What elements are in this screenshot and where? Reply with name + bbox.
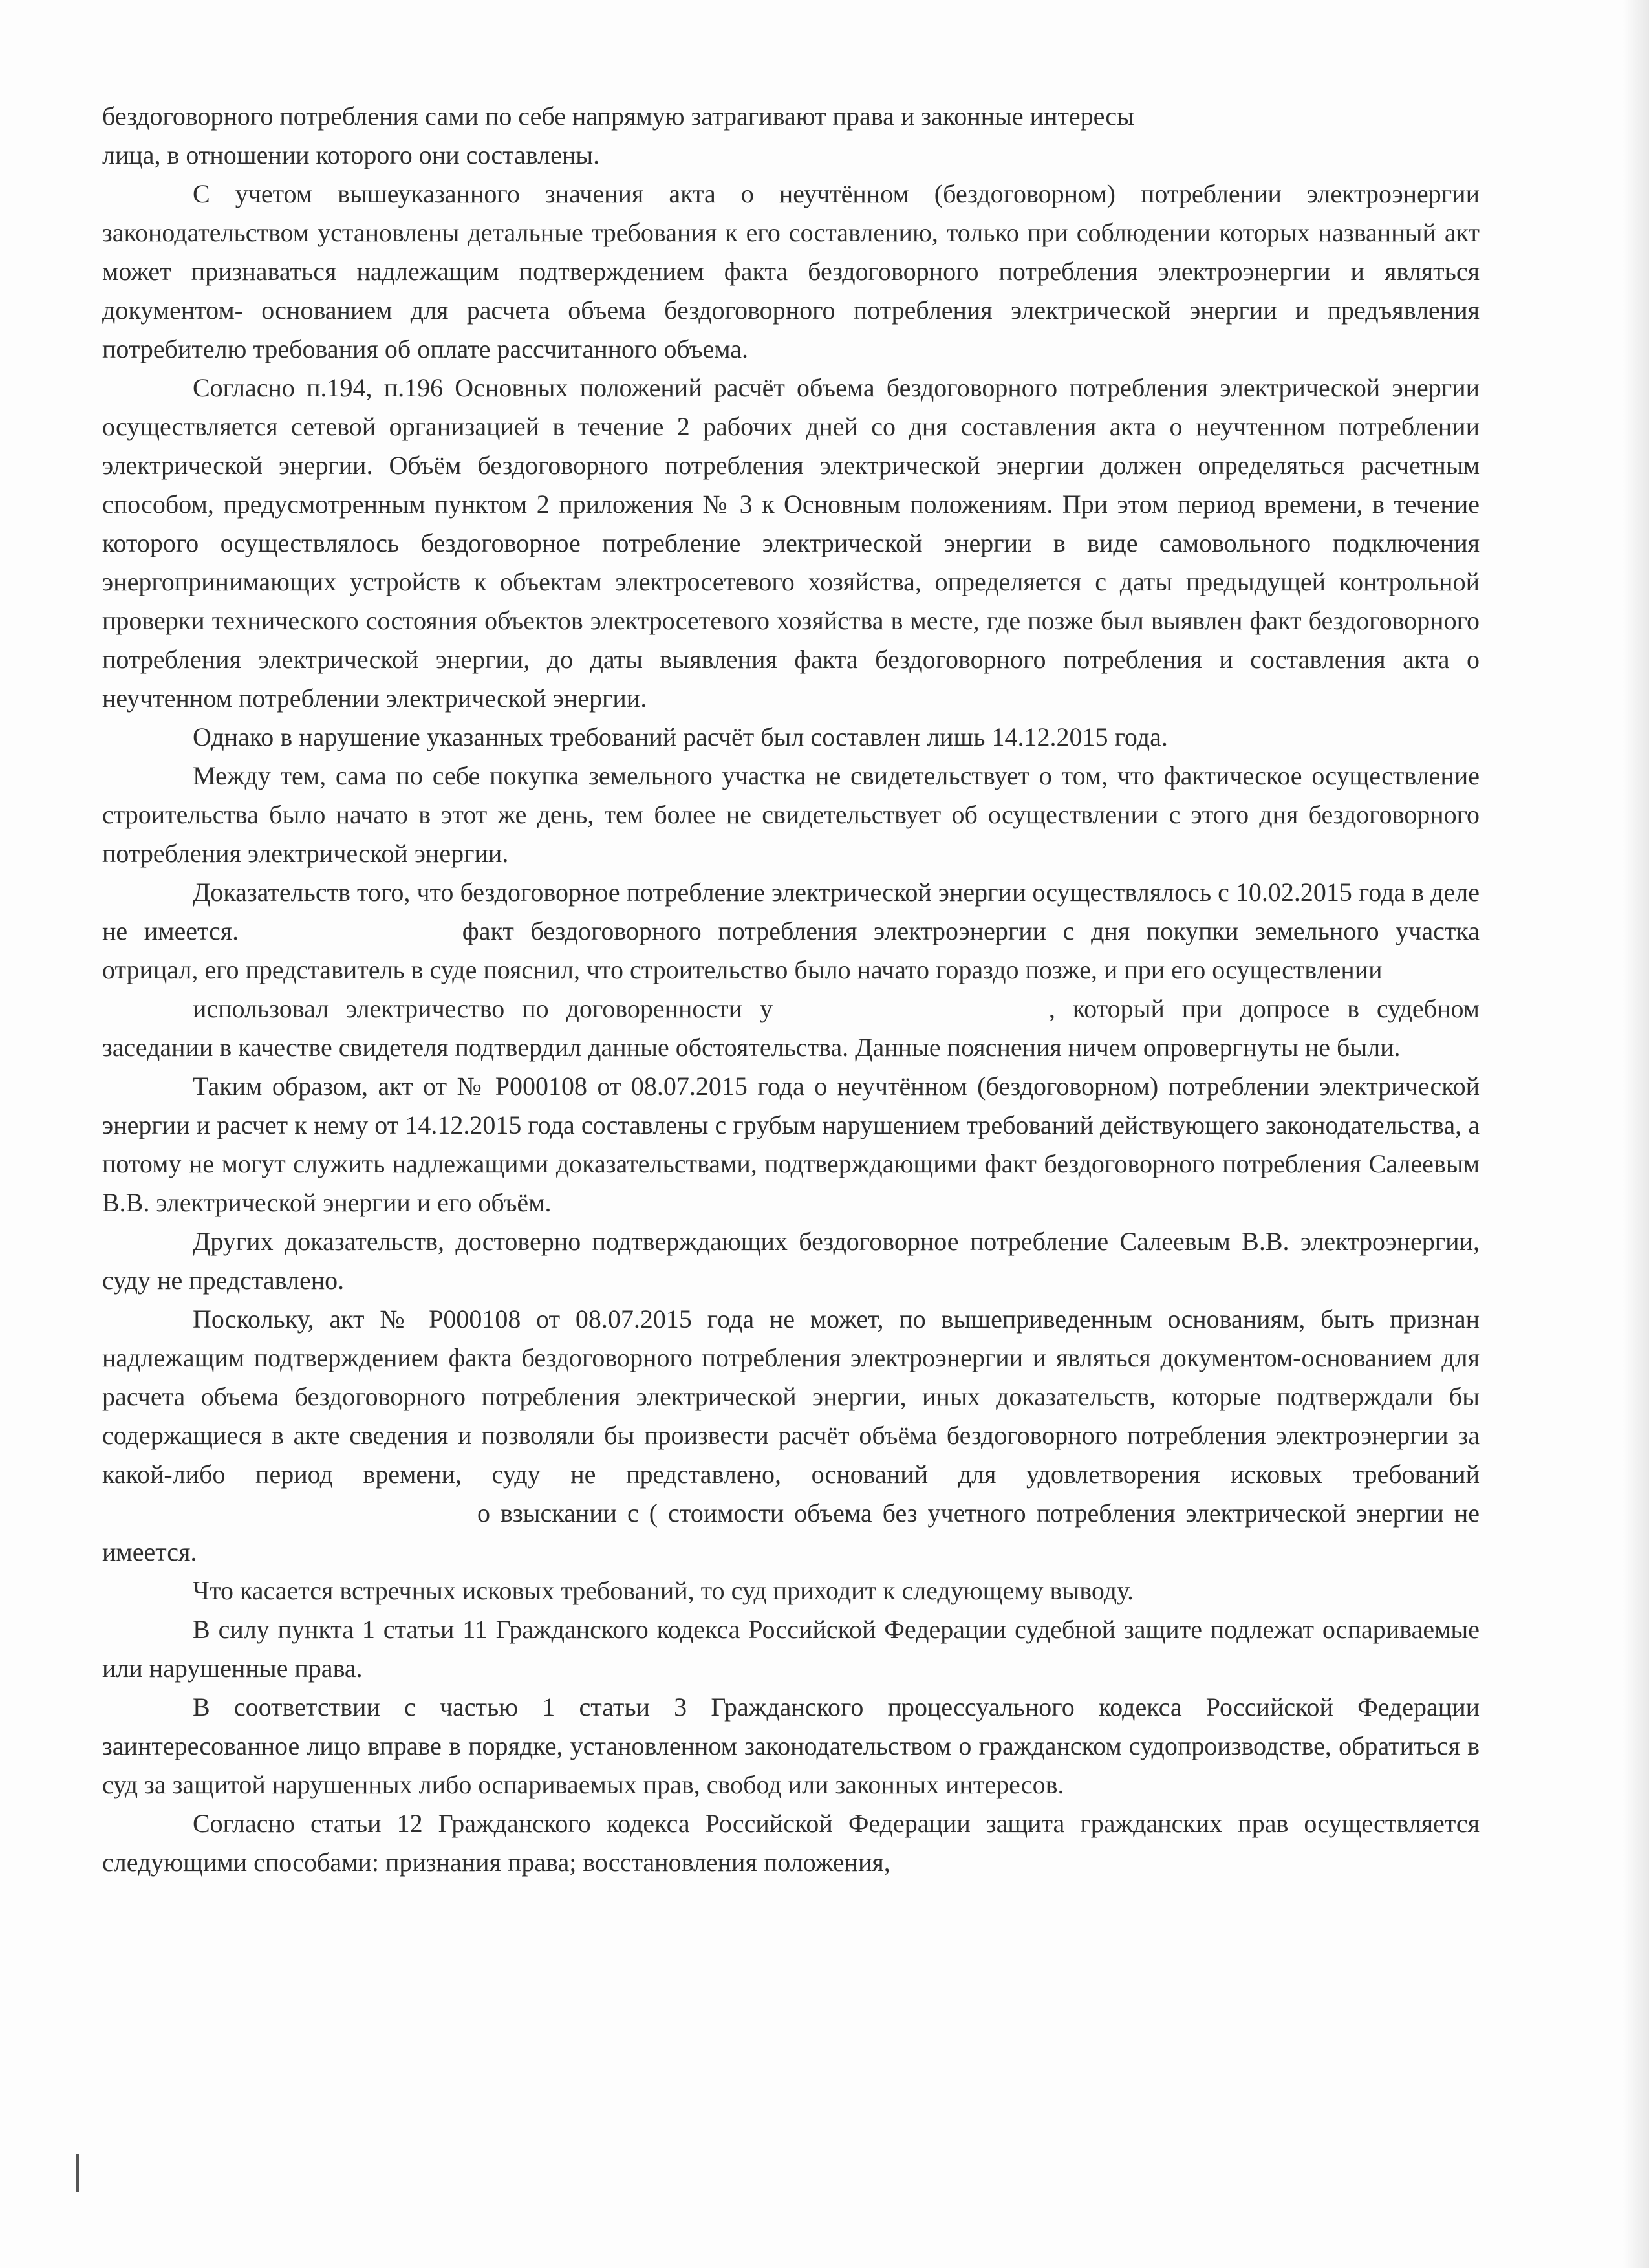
text-line: использовал электричество по договоренности у [193, 994, 790, 1023]
text-line: потребления электрической энергии, до даты выявления факта бездоговорного потребления и [102, 645, 1251, 674]
scan-edge-shadow [1623, 0, 1649, 2268]
text-line: прав осуществляется следующими способами: признания права; восстановления положения, [102, 1809, 1480, 1877]
text-line: Федерации заинтересованное лицо вправе в порядке, установленном законодательством о [102, 1692, 1480, 1760]
text-line: Согласно статьи 12 Гражданского кодекса Российской Федерации защита гражданских [193, 1809, 1238, 1838]
text-line: потребления электрической энергии должен определяться расчетным способом, [102, 451, 1480, 519]
text-line: хозяйства, определяется с даты предыдущей контрольной проверки технического состояния [102, 567, 1480, 635]
text-line: С учетом вышеуказанного значения акта о неучтённом (бездоговорном) потреблении [193, 179, 1307, 208]
text-line: электрической энергии осуществляется сетевой организацией в течение 2 рабочих дней со дня [102, 373, 1480, 441]
paragraph [102, 1688, 1480, 1804]
text-line: основаниям, быть признан надлежащим подтверждением факта бездоговорного потребления [102, 1304, 1480, 1372]
text-line: фактическое осуществление строительства было начато в этот же день, тем более не [102, 761, 1480, 829]
text-line: потребления электрической энергии, иных доказательств, которые подтверждали бы [481, 1382, 1480, 1411]
text-line: подтверждением факта бездоговорного потребления электроэнергии и являться документом- [102, 257, 1480, 325]
paragraph [102, 757, 1480, 873]
paragraph [102, 1222, 1480, 1300]
document-body [102, 97, 1480, 1882]
paragraph [102, 97, 1480, 175]
text-line: подлежат оспариваемые или нарушенные права. [102, 1615, 1480, 1683]
text-line: о взыскании с ( [477, 1498, 669, 1528]
text-line: бездоговорного потребления сами по себе напрямую затрагивают права и законные интересы [102, 102, 1135, 131]
paragraph [102, 873, 1480, 989]
text-line: потребления электроэнергии с дня покупки земельного участка отрицал, его представитель в [102, 916, 1480, 984]
paragraph [102, 718, 1480, 757]
text-line: Таким образом, акт от № Р000108 от 08.07.2015 года о неучтённом (бездоговорном) [193, 1072, 1169, 1101]
paragraph [102, 1610, 1480, 1688]
text-line: в виде самовольного подключения энергопринимающих устройств к объектам электросетевого [102, 528, 1480, 596]
paragraph [102, 1067, 1480, 1222]
text-line: времени, в течение которого осуществлялось бездоговорное потребление электрической энергии [102, 490, 1480, 557]
paragraph [102, 175, 1480, 369]
text-line: суде пояснил, что строительство было начато гораздо позже, и при его осуществлении [429, 955, 1383, 984]
text-line: осуществлялось с 10.02.2015 года в деле не имеется. [102, 878, 1480, 945]
text-line: Согласно п.194, п.196 Основных положений расчёт объема бездоговорного потребления [193, 373, 1220, 402]
text-line: лица, в отношении которого они составлены. [102, 140, 600, 169]
text-line: потреблении электрической энергии и расчет к нему от 14.12.2015 года составлены с грубым [102, 1072, 1480, 1139]
text-line: электроэнергии и являться документом-основанием для расчета объема бездоговорного [102, 1343, 1480, 1411]
text-line: надлежащими доказательствами, подтверждающими факт бездоговорного потребления [392, 1149, 1369, 1178]
text-line: Других доказательств, достоверно подтверждающих бездоговорное потребление [193, 1227, 1120, 1256]
text-line: для удовлетворения исковых требований [958, 1460, 1480, 1489]
text-line: судебном заседании в качестве свидетеля подтвердил данные обстоятельства. Данные пояснения [102, 994, 1480, 1062]
paragraph [102, 1300, 1480, 1571]
text-line: объектов электросетевого хозяйства в месте, где позже был выявлен факт бездоговорного [484, 606, 1480, 635]
paragraph [102, 1804, 1480, 1882]
text-line: В соответствии с частью 1 статьи 3 Гражданского процессуального кодекса Российской [193, 1692, 1358, 1722]
text-line: свидетельствует об осуществлении с этого дня бездоговорного потребления электрической [102, 800, 1480, 868]
paragraph [102, 989, 1480, 1067]
text-line: основанием для расчета объема бездоговорного потребления электрической энергии и [261, 296, 1328, 325]
text-line: Доказательств того, что бездоговорное потребление электрической энергии [193, 878, 1033, 907]
paragraph [102, 369, 1480, 718]
text-line: В силу пункта 1 статьи 11 Гражданского кодекса Российской Федерации судебной защите [193, 1615, 1211, 1644]
text-line: Однако в нарушение указанных требований расчёт был составлен лишь 14.12.2015 года. [193, 722, 1168, 751]
text-line: Салеевым В.В. электроэнергии, суду не представлено. [102, 1227, 1480, 1295]
text-line: электроэнергии законодательством установлены детальные требования к его составлению, [102, 179, 1480, 247]
text-line: потребления электроэнергии за какой-либо период времени, суду не представлено, оснований [102, 1421, 1480, 1489]
text-line: Что касается встречных исковых требований, то суд приходит к следующему выводу. [193, 1576, 1134, 1605]
paragraph [102, 1571, 1480, 1610]
text-line: Между тем, сама по себе покупка земельного участка не свидетельствует о том, что [193, 761, 1164, 790]
text-line: гражданском судопроизводстве, обратиться в суд за защитой нарушенных либо оспариваемых [102, 1731, 1480, 1799]
text-line: , который при допросе в [1048, 994, 1377, 1023]
margin-mark [76, 2154, 79, 2192]
text-line: энергии. [414, 839, 509, 868]
text-line: нарушением требований действующего законодательства, а потому не могут служить [102, 1110, 1480, 1178]
text-line: составления акта о неучтенном потреблении электрической энергии. Объём бездоговорного [102, 412, 1480, 480]
text-line: Поскольку, акт № Р000108 от 08.07.2015 года не может, по вышеприведенным [193, 1304, 1168, 1334]
text-line: факт бездоговорного [462, 916, 718, 945]
text-line: составления акта о неучтенном потреблении электрической энергии. [102, 645, 1480, 713]
text-line: Салеевым В.В. электрической энергии и его объём. [102, 1149, 1480, 1217]
text-line: ничем опровергнуты не были. [1068, 1033, 1401, 1062]
text-line: предусмотренным пунктом 2 приложения № 3 к Основным положениям. При этом период [223, 490, 1264, 519]
text-line: предъявления потребителю требования об оплате рассчитанного объема. [102, 296, 1480, 363]
text-line: только при соблюдении которых названный акт может признаваться надлежащим [102, 218, 1480, 286]
text-line: стоимости объема без учетного потребления электрической энергии не имеется. [102, 1498, 1480, 1566]
text-line: содержащиеся в акте сведения и позволяли бы произвести расчёт объёма бездоговорного [102, 1421, 1127, 1450]
text-line: прав, свобод или законных интересов. [643, 1770, 1064, 1799]
